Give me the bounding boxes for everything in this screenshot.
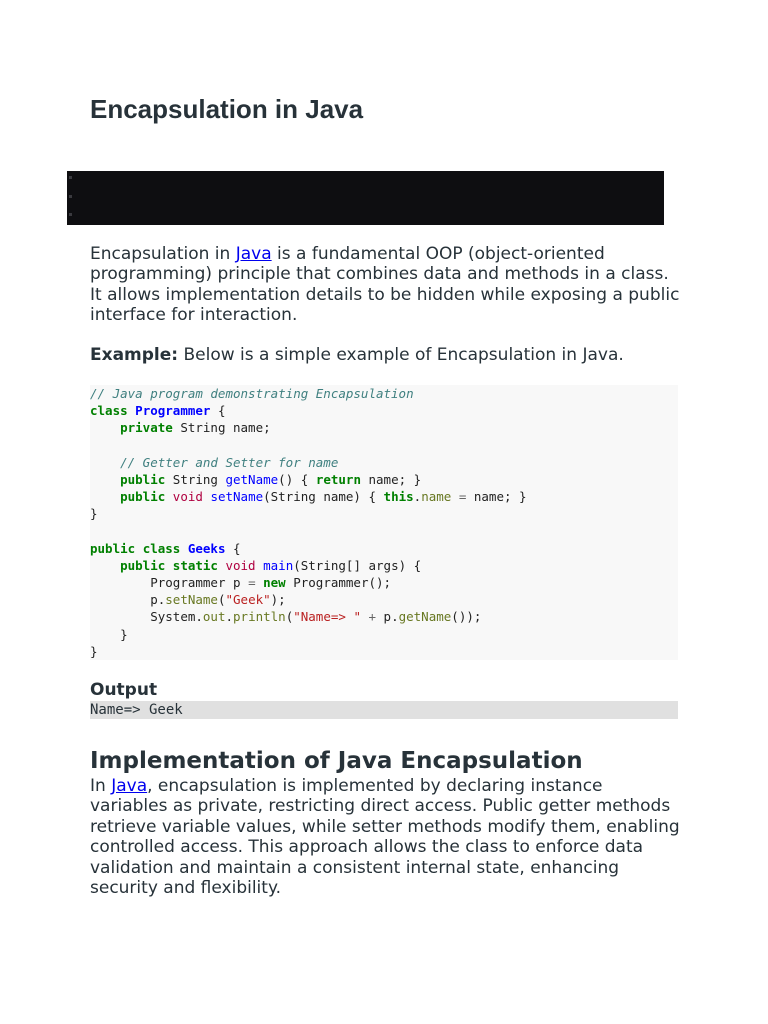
menu-dot-icon [69,176,72,179]
code-text: String [165,471,226,487]
code-keyword: this [383,489,414,505]
code-line [90,540,678,557]
code-text: . [225,609,234,625]
example-text: Below is a simple example of Encapsulation in Java. [178,345,624,365]
code-operator: = [248,575,256,591]
code-type: void [172,489,203,505]
code-line [90,402,678,419]
code-text: ( [217,592,226,608]
code-line [90,626,678,643]
code-keyword: public [90,540,136,556]
intro-text: is a fundamental OOP (object-oriented programming) principle that combines data and methods in a class. It allows implementation details to be hidden while exposing a public interface for interaction. [90,244,680,326]
code-line [90,437,678,454]
code-text: name; } [360,471,422,487]
code-line [90,488,678,505]
code-line [90,608,678,625]
code-comment: // Java program demonstrating Encapsulation [90,386,414,401]
menu-dot-icon [69,213,72,216]
code-keyword: static [172,557,218,573]
code-text: p. [376,609,399,625]
code-line [90,419,678,436]
code-line [90,643,678,660]
output-value: Name=> Geek [90,701,678,719]
code-text: ()); [451,609,482,625]
code-text: name; } [466,489,527,505]
code-line [90,557,678,574]
implementation-text: In [90,776,112,796]
code-keyword: public [120,557,166,573]
code-keyword: private [120,420,173,436]
java-link[interactable]: Java [235,244,272,264]
code-keyword: class [90,403,128,419]
code-keyword: public [120,471,166,487]
code-text: p. [150,592,166,608]
code-attribute: name [421,489,452,505]
code-function-name: getName [225,471,279,487]
code-comment: // Getter and Setter for name [120,454,339,470]
page-title: Encapsulation in Java [90,94,364,124]
code-block[interactable] [90,385,678,660]
code-line [90,591,678,608]
output-label: Output [90,680,158,700]
code-text: ( [285,609,294,625]
example-label: Example: [90,345,179,365]
embedded-video-bar[interactable] [67,171,664,225]
code-text: { [225,540,241,556]
code-operator: = [458,489,467,505]
code-text: } [90,643,98,659]
code-keyword: class [142,540,181,556]
implementation-text: , encapsulation is implemented by declaring instance variables as private, restricting direct access. Public getter methods retrieve variable values, while setter methods modify them, enabling controlled access. This approach allows the class to enforce data validation and maintain a consistent internal state, enhancing security and flexibility. [90,776,680,899]
intro-paragraph [90,244,680,326]
code-text: String name; [172,420,271,436]
code-line [90,385,678,402]
code-text: } [120,626,128,642]
code-class-name: Geeks [187,540,226,556]
code-text: { [210,403,226,419]
code-text: System. [150,609,203,625]
code-line [90,505,678,522]
code-keyword: public [120,489,166,505]
code-method-call: println [233,609,286,625]
java-link[interactable]: Java [111,776,148,796]
section-heading: Implementation of Java Encapsulation [90,748,583,774]
code-text: ); [270,592,286,608]
code-string: "Geek" [225,592,271,608]
code-class-name: Programmer [135,403,211,419]
code-text: } [90,506,98,522]
code-method-call: setName [165,592,218,608]
code-function-name: setName [210,489,264,505]
code-operator: + [368,609,377,625]
code-line [90,574,678,591]
intro-text: Encapsulation in [90,244,236,264]
code-line [90,471,678,488]
implementation-paragraph [90,776,680,898]
code-function-name: main [263,557,294,573]
code-text: (String[] args) { [293,557,422,573]
menu-dot-icon [69,195,72,198]
code-text: Programmer(); [285,575,392,591]
example-paragraph [90,345,680,365]
code-keyword: new [263,575,286,591]
code-line [90,523,678,540]
code-string: "Name=> " [293,609,361,625]
code-attribute: out [202,609,226,625]
code-text: Programmer p [150,575,249,591]
code-text: (String name) { [263,489,384,505]
code-keyword: return [315,471,361,487]
code-type: void [225,557,256,573]
code-line [90,454,678,471]
code-text: . [413,489,422,505]
code-text: () { [278,471,316,487]
code-method-call: getName [398,609,452,625]
